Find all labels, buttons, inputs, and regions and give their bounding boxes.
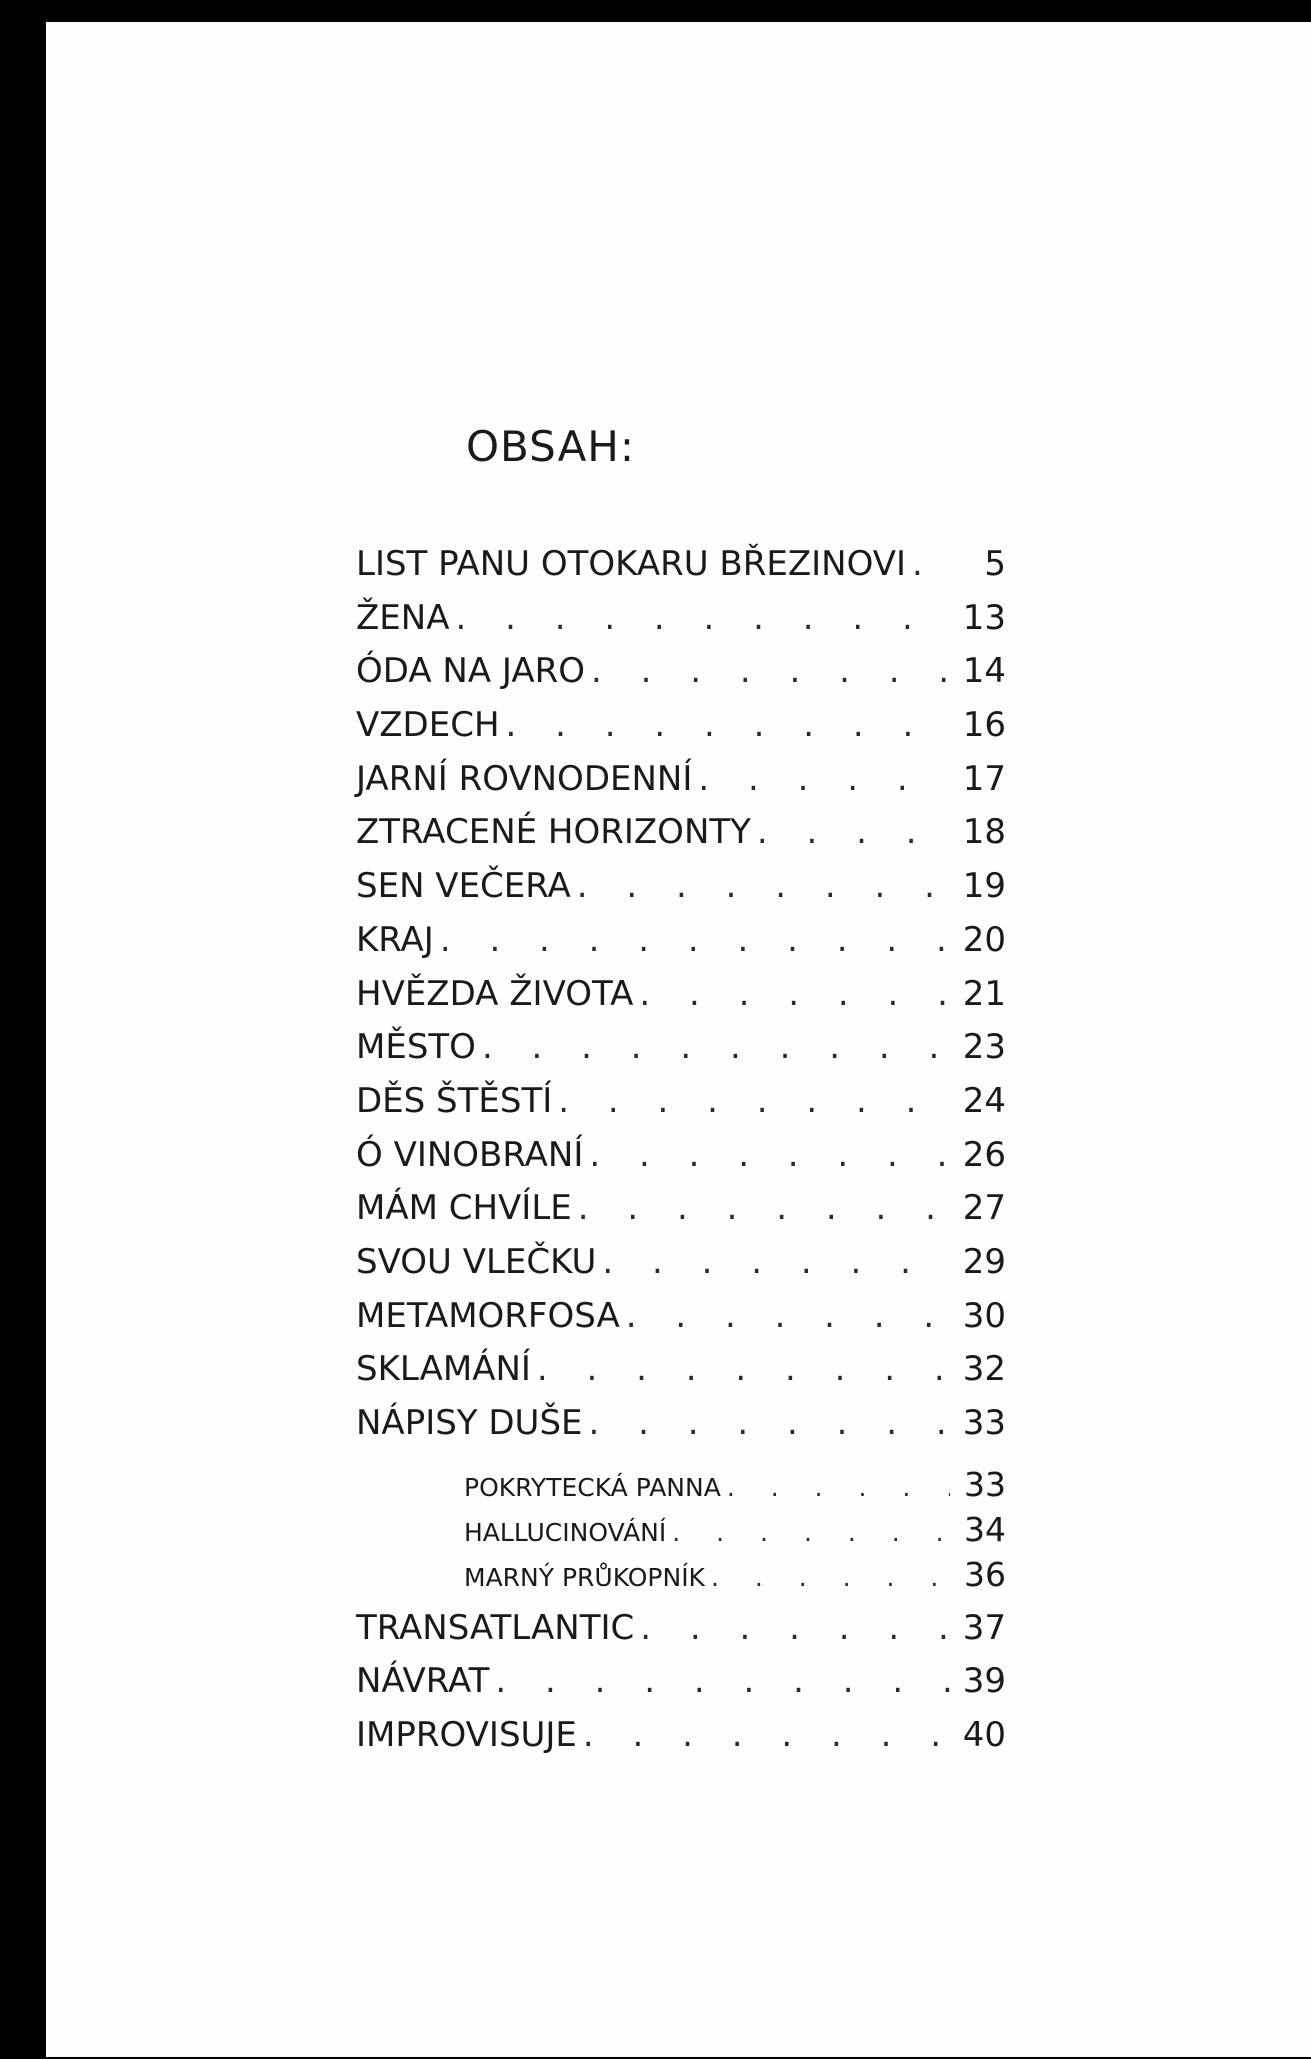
dot-leader — [506, 708, 950, 742]
toc-entry-title: JARNÍ ROVNODENNÍ — [356, 758, 693, 799]
toc-entry-title: TRANSATLANTIC — [356, 1607, 635, 1648]
toc-entry-page: 5 — [984, 544, 1006, 584]
dot-leader — [640, 1611, 950, 1645]
toc-entry — [356, 1661, 1006, 1718]
toc-entry-title: ÓDA NA JARO — [356, 651, 585, 692]
dot-leader — [711, 1565, 950, 1590]
toc-entry — [356, 1295, 1006, 1353]
dot-leader — [578, 1191, 950, 1225]
toc-entry-page: 18 — [962, 812, 1006, 853]
toc-entry-page: 13 — [962, 597, 1006, 638]
dot-leader — [591, 654, 950, 688]
toc-entry-page: 39 — [962, 1661, 1006, 1702]
toc-entry-title: NÁVRAT — [356, 1661, 490, 1702]
dot-leader — [589, 1138, 950, 1172]
toc-entry-title: VZDECH — [356, 705, 500, 746]
toc-subentry — [356, 1509, 1006, 1558]
book-page — [46, 22, 1311, 2057]
toc-subentry-page: 36 — [964, 1554, 1006, 1594]
toc-entry-page: 30 — [962, 1295, 1006, 1336]
toc-entry-title: SKLAMÁNÍ — [356, 1349, 531, 1390]
toc-entry-title: METAMORFOSA — [356, 1295, 620, 1336]
toc-entry — [356, 597, 1006, 655]
toc-entry — [356, 651, 1006, 708]
toc-entry-page: 37 — [962, 1607, 1006, 1648]
toc-entry-page: 20 — [962, 919, 1006, 960]
toc-entry-page: 32 — [962, 1349, 1006, 1390]
toc-entry-title: KRAJ — [356, 919, 434, 960]
dot-leader — [672, 1520, 950, 1545]
toc-entry-page: 33 — [962, 1403, 1006, 1443]
toc-entry-page: 29 — [962, 1241, 1006, 1282]
toc-subentry — [356, 1554, 1006, 1603]
toc-entry-page: 40 — [962, 1715, 1006, 1756]
dot-leader — [482, 1030, 950, 1064]
dot-leader — [495, 1664, 950, 1698]
toc-entry-page: 27 — [962, 1188, 1006, 1229]
toc-subentry — [356, 1464, 1006, 1513]
toc-entry-title: SEN VEČERA — [356, 866, 571, 907]
toc-entry — [356, 866, 1006, 923]
dot-leader — [589, 1406, 950, 1440]
toc-subentry-title: HALLUCINOVÁNÍ — [464, 1517, 667, 1547]
dot-leader — [440, 923, 950, 957]
dot-leader — [583, 1718, 950, 1752]
toc-entry-page: 16 — [962, 705, 1006, 746]
toc-entry — [356, 1134, 1006, 1192]
toc-entry-title: NÁPISY DUŠE — [356, 1403, 583, 1443]
toc-entry — [356, 1188, 1006, 1245]
toc-entry-title: MÁM CHVÍLE — [356, 1188, 572, 1229]
toc-entry — [356, 758, 1006, 816]
toc-entry-page: 24 — [962, 1080, 1006, 1121]
toc-entry — [356, 973, 1006, 1031]
toc-subentry-title: POKRYTECKÁ PANNA — [464, 1472, 721, 1502]
toc-entry — [356, 1715, 1006, 1772]
toc-entry — [356, 544, 1006, 601]
toc-entry-page: 26 — [962, 1134, 1006, 1175]
toc-entry — [356, 1349, 1006, 1406]
toc-entry-title: HVĚZDA ŽIVOTA — [356, 973, 634, 1014]
dot-leader — [537, 1352, 950, 1386]
dot-leader — [912, 547, 950, 581]
toc-subentry-title: MARNÝ PRŮKOPNÍK — [464, 1562, 705, 1592]
toc-entry-title: Ó VINOBRANÍ — [356, 1134, 584, 1175]
dot-leader — [577, 869, 950, 903]
toc-entry — [356, 1241, 1006, 1299]
dot-leader — [626, 1299, 950, 1333]
toc-subentry-page: 33 — [964, 1464, 1006, 1504]
dot-leader — [639, 977, 950, 1011]
toc-entry-page: 17 — [962, 758, 1006, 799]
toc-entry-title: IMPROVISUJE — [356, 1715, 577, 1756]
contents-heading: OBSAH: — [466, 422, 636, 471]
toc-entry — [356, 919, 1006, 977]
dot-leader — [602, 1245, 950, 1279]
toc-entry — [356, 1080, 1006, 1138]
toc-entry-title: ŽENA — [356, 597, 450, 638]
toc-subentry-page: 34 — [964, 1509, 1006, 1549]
toc-entry — [356, 1027, 1006, 1084]
dot-leader — [727, 1475, 950, 1500]
toc-entry — [356, 1403, 1006, 1460]
dot-leader — [698, 762, 950, 796]
dot-leader — [455, 601, 950, 635]
toc-entry-title: LIST PANU OTOKARU BŘEZINOVI — [356, 544, 907, 584]
table-of-contents — [356, 544, 1006, 1772]
toc-entry-page: 21 — [962, 973, 1006, 1014]
toc-entry — [356, 1607, 1006, 1665]
toc-entry-page: 23 — [962, 1027, 1006, 1068]
toc-entry-page: 19 — [962, 866, 1006, 907]
toc-entry-title: DĚS ŠTĚSTÍ — [356, 1080, 553, 1121]
toc-entry — [356, 705, 1006, 762]
toc-entry-title: ZTRACENÉ HORIZONTY — [356, 812, 751, 853]
toc-entry — [356, 812, 1006, 869]
toc-entry-title: MĚSTO — [356, 1027, 476, 1068]
toc-entry-page: 14 — [962, 651, 1006, 692]
dot-leader — [757, 815, 950, 849]
toc-entry-title: SVOU VLEČKU — [356, 1241, 597, 1282]
dot-leader — [558, 1084, 950, 1118]
